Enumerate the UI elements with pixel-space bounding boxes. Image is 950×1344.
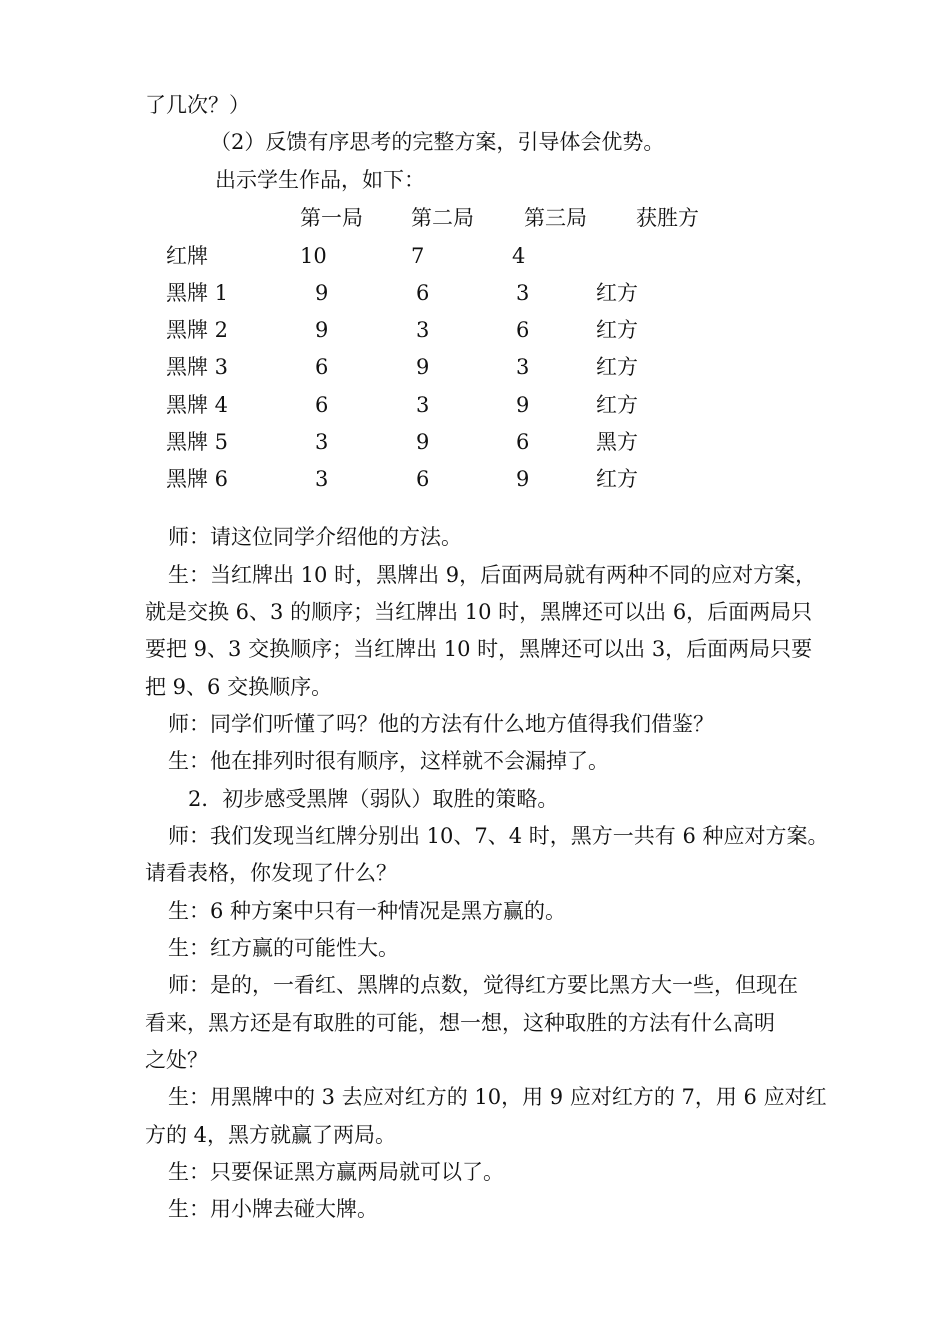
- table-cell: 红方: [596, 467, 638, 491]
- table-row-label: 黑牌 2: [166, 318, 229, 342]
- table-cell: 6: [315, 393, 329, 417]
- text-line: 生：红方赢的可能性大。: [168, 936, 399, 960]
- text-line: 师：请这位同学介绍他的方法。: [168, 525, 462, 549]
- table-cell: 9: [516, 467, 530, 491]
- table-cell: 4: [512, 244, 526, 268]
- text-line: 了几次？）: [145, 93, 250, 117]
- table-cell: 7: [411, 244, 425, 268]
- table-cell: 6: [516, 430, 530, 454]
- table-cell: 3: [315, 467, 329, 491]
- table-header: 第三局: [524, 206, 587, 230]
- table-cell: 9: [516, 393, 530, 417]
- text-line: 生：用小牌去碰大牌。: [168, 1197, 378, 1221]
- text-line: 要把 9、3 交换顺序；当红牌出 10 时，黑牌还可以出 3，后面两局只要: [145, 637, 813, 661]
- text-line: （2）反馈有序思考的完整方案，引导体会优势。: [210, 130, 665, 154]
- text-line: 把 9、6 交换顺序。: [145, 675, 333, 699]
- table-row-label: 黑牌 3: [166, 355, 229, 379]
- table-cell: 红方: [596, 318, 638, 342]
- table-cell: 红方: [596, 281, 638, 305]
- table-header: 第二局: [411, 206, 474, 230]
- table-cell: 3: [416, 318, 430, 342]
- text-line: 生：他在排列时很有顺序，这样就不会漏掉了。: [168, 749, 609, 773]
- table-cell: 9: [315, 281, 329, 305]
- table-row-label: 黑牌 4: [166, 393, 229, 417]
- table-header: 第一局: [300, 206, 363, 230]
- text-line: 生：用黑牌中的 3 去应对红方的 10，用 9 应对红方的 7，用 6 应对红: [168, 1085, 827, 1109]
- text-line: 请看表格，你发现了什么？: [145, 861, 397, 885]
- table-cell: 3: [516, 355, 530, 379]
- table-row-label: 黑牌 6: [166, 467, 229, 491]
- text-line: 之处？: [145, 1048, 208, 1072]
- text-line: 师：同学们听懂了吗？他的方法有什么地方值得我们借鉴？: [168, 712, 714, 736]
- text-line: 生：6 种方案中只有一种情况是黑方赢的。: [168, 899, 567, 923]
- table-cell: 3: [516, 281, 530, 305]
- table-row-label: 黑牌 5: [166, 430, 229, 454]
- table-header: 获胜方: [636, 206, 699, 230]
- table-cell: 10: [300, 244, 327, 268]
- table-cell: 3: [315, 430, 329, 454]
- text-line: 生：只要保证黑方赢两局就可以了。: [168, 1160, 504, 1184]
- table-cell: 6: [416, 467, 430, 491]
- table-cell: 3: [416, 393, 430, 417]
- table-row-label: 红牌: [166, 244, 208, 268]
- text-line: 师：是的，一看红、黑牌的点数，觉得红方要比黑方大一些，但现在: [168, 973, 798, 997]
- text-line: 方的 4，黑方就赢了两局。: [145, 1123, 397, 1147]
- text-line: 生：当红牌出 10 时，黑牌出 9，后面两局就有两种不同的应对方案，: [168, 563, 817, 587]
- table-cell: 红方: [596, 355, 638, 379]
- text-line: 就是交换 6、3 的顺序；当红牌出 10 时，黑牌还可以出 6，后面两局只: [145, 600, 813, 624]
- table-row-label: 黑牌 1: [166, 281, 229, 305]
- table-cell: 9: [416, 430, 430, 454]
- table-cell: 6: [315, 355, 329, 379]
- table-cell: 6: [516, 318, 530, 342]
- table-cell: 红方: [596, 393, 638, 417]
- table-cell: 9: [315, 318, 329, 342]
- table-cell: 黑方: [596, 430, 638, 454]
- text-line: 师：我们发现当红牌分别出 10、7、4 时，黑方一共有 6 种应对方案。: [168, 824, 829, 848]
- section-heading: 2．初步感受黑牌（弱队）取胜的策略。: [188, 787, 559, 811]
- text-line: 出示学生作品，如下：: [215, 168, 425, 192]
- table-cell: 9: [416, 355, 430, 379]
- text-line: 看来，黑方还是有取胜的可能，想一想，这种取胜的方法有什么高明: [145, 1011, 775, 1035]
- table-cell: 6: [416, 281, 430, 305]
